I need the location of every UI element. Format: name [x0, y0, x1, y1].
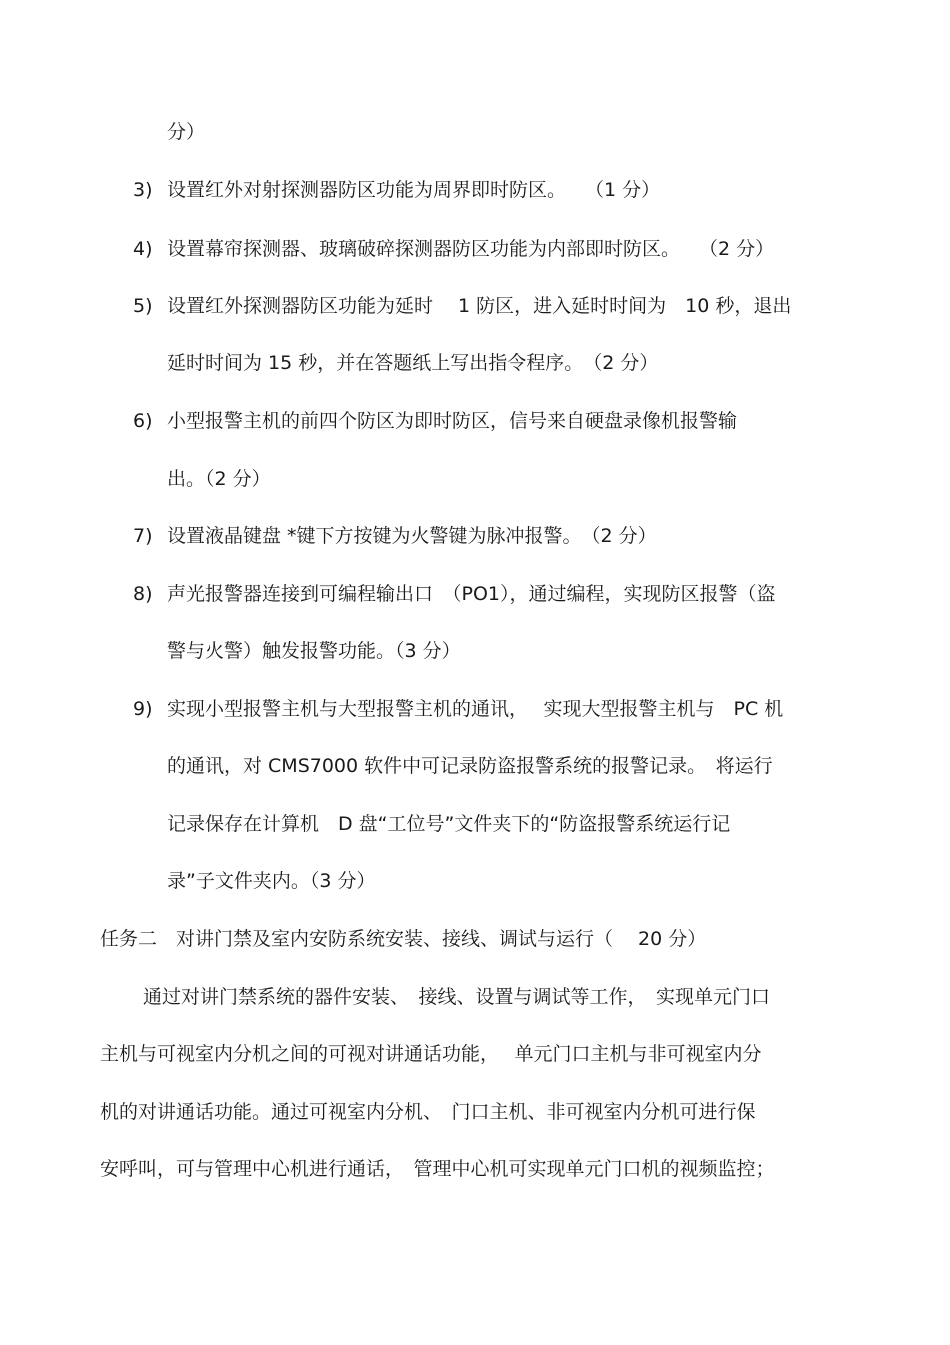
item-number-3: 3) [133, 179, 153, 201]
paragraph-line-1: 通过对讲门禁系统的器件安装、 接线、设置与调试等工作， 实现单元门口 [143, 986, 771, 1008]
item-9-line-2: 的通讯，对 CMS7000 软件中可记录防盗报警系统的报警记录。 将运行 [167, 755, 773, 777]
item-4-text: 设置幕帘探测器、玻璃破碎探测器防区功能为内部即时防区。 （2 分） [167, 238, 775, 260]
paragraph-line-4: 安呼叫，可与管理中心机进行通话， 管理中心机可实现单元门口机的视频监控； [100, 1158, 775, 1180]
item-5-line-1: 设置红外探测器防区功能为延时 1 防区，进入延时时间为 10 秒，退出 [167, 295, 792, 317]
item-8-line-2: 警与火警）触发报警功能。（3 分） [167, 640, 461, 662]
task-2-heading: 任务二 对讲门禁及室内安防系统安装、接线、调试与运行（ 20 分） [100, 928, 707, 950]
item-8-line-1: 声光报警器连接到可编程输出口 （PO1），通过编程，实现防区报警（盗 [167, 583, 776, 605]
item-7-text: 设置液晶键盘 *键下方按键为火警键为脉冲报警。 （2 分） [167, 525, 657, 547]
item-number-5: 5) [133, 295, 153, 317]
item-3-text: 设置红外对射探测器防区功能为周界即时防区。 （1 分） [167, 179, 661, 201]
paragraph-line-2: 主机与可视室内分机之间的可视对讲通话功能， 单元门口主机与非可视室内分 [100, 1043, 762, 1065]
item-number-8: 8) [133, 583, 153, 605]
item-number-6: 6) [133, 410, 153, 432]
item-number-7: 7) [133, 525, 153, 547]
item-6-line-1: 小型报警主机的前四个防区为即时防区，信号来自硬盘录像机报警输 [167, 410, 738, 432]
item-number-4: 4) [133, 238, 153, 260]
item-6-line-2: 出。（2 分） [167, 468, 271, 490]
item-9-line-1: 实现小型报警主机与大型报警主机的通讯， 实现大型报警主机与 PC 机 [167, 698, 784, 720]
item-9-line-4: 录”子文件夹内。（3 分） [167, 870, 376, 892]
item-number-9: 9) [133, 698, 153, 720]
item-5-line-2: 延时时间为 15 秒，并在答题纸上写出指令程序。 （2 分） [167, 352, 659, 374]
item-9-line-3: 记录保存在计算机 D 盘“工位号”文件夹下的“防盗报警系统运行记 [167, 813, 731, 835]
continued-line: 分） [167, 121, 206, 143]
paragraph-line-3: 机的对讲通话功能。通过可视室内分机、 门口主机、非可视室内分机可进行保 [100, 1101, 756, 1123]
